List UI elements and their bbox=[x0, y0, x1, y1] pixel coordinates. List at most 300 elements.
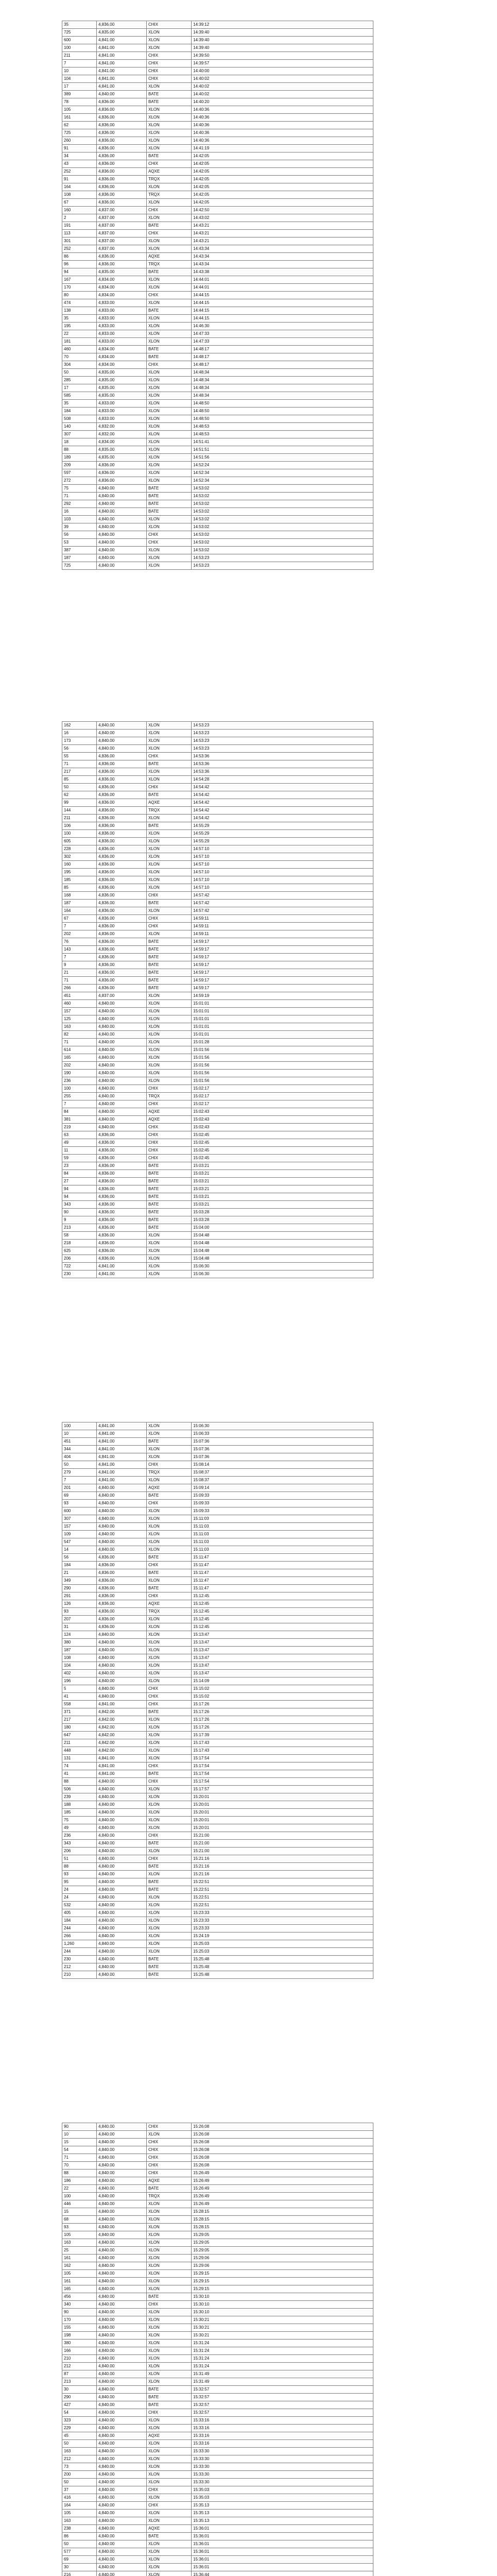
time-cell: 14:54:28 bbox=[192, 776, 373, 784]
volume-cell: 86 bbox=[62, 2533, 97, 2540]
price-cell: 4,840.00 bbox=[97, 2479, 147, 2486]
price-cell: 4,840.00 bbox=[97, 1039, 147, 1046]
price-cell: 4,840.00 bbox=[97, 508, 147, 516]
volume-cell: 547 bbox=[62, 1538, 97, 1546]
volume-cell: 140 bbox=[62, 423, 97, 431]
volume-cell: 104 bbox=[62, 75, 97, 83]
volume-cell: 207 bbox=[62, 1616, 97, 1623]
time-cell: 14:52:24 bbox=[192, 462, 373, 469]
table-row bbox=[62, 2216, 373, 2224]
price-cell: 4,840.00 bbox=[97, 2255, 147, 2262]
price-cell: 4,840.00 bbox=[97, 2301, 147, 2309]
volume-cell: 532 bbox=[62, 1902, 97, 1909]
volume-cell: 163 bbox=[62, 2448, 97, 2455]
venue-cell: XLON bbox=[147, 2208, 192, 2216]
volume-cell: 456 bbox=[62, 2293, 97, 2301]
time-cell: 15:35:03 bbox=[192, 2494, 373, 2502]
venue-cell: AQXE bbox=[147, 1108, 192, 1116]
volume-cell: 49 bbox=[62, 1824, 97, 1832]
page-4 bbox=[62, 2123, 373, 2576]
volume-cell: 184 bbox=[62, 1562, 97, 1569]
price-cell: 4,840.00 bbox=[97, 1894, 147, 1902]
venue-cell: BATE bbox=[147, 91, 192, 98]
venue-cell: XLON bbox=[147, 2270, 192, 2278]
price-cell: 4,834.00 bbox=[97, 346, 147, 353]
venue-cell: XLON bbox=[147, 2556, 192, 2564]
price-cell: 4,837.00 bbox=[97, 245, 147, 253]
volume-cell: 405 bbox=[62, 1909, 97, 1917]
table-row bbox=[62, 60, 373, 67]
price-cell: 4,834.00 bbox=[97, 361, 147, 369]
venue-cell: AQXE bbox=[147, 2432, 192, 2440]
price-cell: 4,840.00 bbox=[97, 1693, 147, 1701]
venue-cell: XLON bbox=[147, 1453, 192, 1461]
time-cell: 14:59:17 bbox=[192, 954, 373, 961]
venue-cell: XLON bbox=[147, 737, 192, 745]
time-cell: 15:12:45 bbox=[192, 1616, 373, 1623]
time-cell: 15:04:48 bbox=[192, 1255, 373, 1263]
price-cell: 4,836.00 bbox=[97, 122, 147, 129]
venue-cell: XLON bbox=[147, 2417, 192, 2425]
price-cell: 4,837.00 bbox=[97, 992, 147, 1000]
volume-cell: 30 bbox=[62, 2564, 97, 2571]
price-cell: 4,841.00 bbox=[97, 1453, 147, 1461]
venue-cell: CHIX bbox=[147, 1124, 192, 1131]
table-row bbox=[62, 1023, 373, 1031]
volume-cell: 104 bbox=[62, 1662, 97, 1670]
time-cell: 14:53:02 bbox=[192, 485, 373, 493]
venue-cell: XLON bbox=[147, 1247, 192, 1255]
table-row bbox=[62, 784, 373, 791]
time-cell: 14:42:05 bbox=[192, 168, 373, 176]
price-cell: 4,836.00 bbox=[97, 145, 147, 152]
time-cell: 15:22:51 bbox=[192, 1894, 373, 1902]
time-cell: 15:36:01 bbox=[192, 2564, 373, 2571]
price-cell: 4,840.00 bbox=[97, 1909, 147, 1917]
time-cell: 15:21:00 bbox=[192, 1840, 373, 1848]
venue-cell: XLON bbox=[147, 1577, 192, 1585]
venue-cell: XLON bbox=[147, 2231, 192, 2239]
table-row bbox=[62, 1270, 373, 1278]
time-cell: 15:33:30 bbox=[192, 2448, 373, 2455]
time-cell: 14:48:53 bbox=[192, 423, 373, 431]
price-cell: 4,833.00 bbox=[97, 330, 147, 338]
time-cell: 15:26:49 bbox=[192, 2193, 373, 2200]
venue-cell: XLON bbox=[147, 415, 192, 423]
price-cell: 4,836.00 bbox=[97, 1201, 147, 1209]
table-row bbox=[62, 2517, 373, 2525]
price-cell: 4,840.00 bbox=[97, 2510, 147, 2517]
time-cell: 15:13:47 bbox=[192, 1662, 373, 1670]
price-cell: 4,840.00 bbox=[97, 2548, 147, 2556]
price-cell: 4,840.00 bbox=[97, 1956, 147, 1963]
time-cell: 15:32:57 bbox=[192, 2401, 373, 2409]
venue-cell: XLON bbox=[147, 2517, 192, 2525]
venue-cell: XLON bbox=[147, 884, 192, 892]
time-cell: 15:02:17 bbox=[192, 1093, 373, 1100]
volume-cell: 196 bbox=[62, 1677, 97, 1685]
volume-cell: 163 bbox=[62, 2517, 97, 2525]
time-cell: 14:57:42 bbox=[192, 900, 373, 907]
time-cell: 15:01:56 bbox=[192, 1077, 373, 1085]
time-cell: 15:02:43 bbox=[192, 1124, 373, 1131]
price-cell: 4,840.00 bbox=[97, 2409, 147, 2417]
table-row bbox=[62, 876, 373, 884]
table-row bbox=[62, 1902, 373, 1909]
time-cell: 15:07:36 bbox=[192, 1446, 373, 1453]
table-row bbox=[62, 799, 373, 807]
price-cell: 4,836.00 bbox=[97, 884, 147, 892]
venue-cell: BATE bbox=[147, 1963, 192, 1971]
venue-cell: XLON bbox=[147, 1515, 192, 1523]
time-cell: 14:40:20 bbox=[192, 98, 373, 106]
volume-cell: 191 bbox=[62, 222, 97, 230]
volume-cell: 189 bbox=[62, 454, 97, 462]
time-cell: 14:54:42 bbox=[192, 807, 373, 815]
table-row bbox=[62, 2123, 373, 2131]
venue-cell: XLON bbox=[147, 1263, 192, 1270]
table-row bbox=[62, 1778, 373, 1786]
table-row bbox=[62, 1085, 373, 1093]
table-row bbox=[62, 485, 373, 493]
venue-cell: XLON bbox=[147, 1801, 192, 1809]
volume-cell: 16 bbox=[62, 730, 97, 737]
table-row bbox=[62, 392, 373, 400]
price-cell: 4,841.00 bbox=[97, 67, 147, 75]
volume-cell: 304 bbox=[62, 361, 97, 369]
time-cell: 14:59:17 bbox=[192, 946, 373, 954]
volume-cell: 50 bbox=[62, 369, 97, 377]
volume-cell: 155 bbox=[62, 2324, 97, 2332]
table-row bbox=[62, 938, 373, 946]
table-row bbox=[62, 791, 373, 799]
table-row bbox=[62, 969, 373, 977]
table-row bbox=[62, 1585, 373, 1592]
volume-cell: 229 bbox=[62, 2425, 97, 2432]
time-cell: 14:48:53 bbox=[192, 431, 373, 438]
volume-cell: 451 bbox=[62, 992, 97, 1000]
page-2 bbox=[62, 721, 373, 1278]
table-row bbox=[62, 1716, 373, 1724]
venue-cell: BATE bbox=[147, 977, 192, 985]
table-row bbox=[62, 1100, 373, 1108]
volume-cell: 647 bbox=[62, 1732, 97, 1739]
price-cell: 4,840.00 bbox=[97, 2386, 147, 2394]
volume-cell: 164 bbox=[62, 907, 97, 915]
time-cell: 15:29:15 bbox=[192, 2278, 373, 2285]
table-row bbox=[62, 129, 373, 137]
volume-cell: 93 bbox=[62, 2224, 97, 2231]
price-cell: 4,840.00 bbox=[97, 516, 147, 523]
price-cell: 4,840.00 bbox=[97, 547, 147, 554]
price-cell: 4,841.00 bbox=[97, 1430, 147, 1438]
table-row bbox=[62, 2146, 373, 2154]
table-row bbox=[62, 106, 373, 114]
venue-cell: AQXE bbox=[147, 168, 192, 176]
venue-cell: XLON bbox=[147, 992, 192, 1000]
volume-cell: 7 bbox=[62, 1477, 97, 1484]
volume-cell: 124 bbox=[62, 1631, 97, 1639]
price-cell: 4,840.00 bbox=[97, 2517, 147, 2525]
venue-cell: XLON bbox=[147, 845, 192, 853]
venue-cell: CHIX bbox=[147, 1693, 192, 1701]
volume-cell: 131 bbox=[62, 1755, 97, 1762]
volume-cell: 163 bbox=[62, 1023, 97, 1031]
time-cell: 14:48:50 bbox=[192, 415, 373, 423]
price-cell: 4,840.00 bbox=[97, 1971, 147, 1979]
table-row bbox=[62, 1685, 373, 1693]
time-cell: 15:26:49 bbox=[192, 2170, 373, 2177]
venue-cell: XLON bbox=[147, 2494, 192, 2502]
price-cell: 4,837.00 bbox=[97, 214, 147, 222]
venue-cell: XLON bbox=[147, 145, 192, 152]
venue-cell: BATE bbox=[147, 1878, 192, 1886]
price-cell: 4,840.00 bbox=[97, 2463, 147, 2471]
volume-cell: 184 bbox=[62, 1917, 97, 1925]
volume-cell: 67 bbox=[62, 915, 97, 923]
table-row bbox=[62, 500, 373, 508]
table-row bbox=[62, 168, 373, 176]
volume-cell: 105 bbox=[62, 106, 97, 114]
price-cell: 4,840.00 bbox=[97, 1077, 147, 1085]
volume-cell: 323 bbox=[62, 2417, 97, 2425]
venue-cell: XLON bbox=[147, 815, 192, 822]
price-cell: 4,840.00 bbox=[97, 1116, 147, 1124]
price-cell: 4,836.00 bbox=[97, 1232, 147, 1240]
venue-cell: XLON bbox=[147, 2540, 192, 2548]
price-cell: 4,834.00 bbox=[97, 292, 147, 299]
table-row bbox=[62, 1871, 373, 1878]
table-row bbox=[62, 2401, 373, 2409]
time-cell: 15:03:21 bbox=[192, 1162, 373, 1170]
time-cell: 15:14:09 bbox=[192, 1677, 373, 1685]
time-cell: 15:01:01 bbox=[192, 1031, 373, 1039]
volume-cell: 99 bbox=[62, 799, 97, 807]
volume-cell: 138 bbox=[62, 307, 97, 315]
venue-cell: XLON bbox=[147, 2340, 192, 2347]
time-cell: 15:17:43 bbox=[192, 1739, 373, 1747]
price-cell: 4,840.00 bbox=[97, 2270, 147, 2278]
volume-cell: 88 bbox=[62, 1778, 97, 1786]
table-row bbox=[62, 554, 373, 562]
table-row bbox=[62, 1193, 373, 1201]
price-cell: 4,840.00 bbox=[97, 554, 147, 562]
time-cell: 15:01:01 bbox=[192, 1008, 373, 1015]
price-cell: 4,840.00 bbox=[97, 2564, 147, 2571]
table-row bbox=[62, 1507, 373, 1515]
table-row bbox=[62, 238, 373, 245]
volume-cell: 93 bbox=[62, 1500, 97, 1507]
volume-cell: 37 bbox=[62, 2486, 97, 2494]
table-row bbox=[62, 1008, 373, 1015]
price-cell: 4,840.00 bbox=[97, 1108, 147, 1116]
venue-cell: BATE bbox=[147, 508, 192, 516]
venue-cell: CHIX bbox=[147, 292, 192, 299]
table-row bbox=[62, 516, 373, 523]
time-cell: 14:42:05 bbox=[192, 183, 373, 191]
table-row bbox=[62, 1708, 373, 1716]
table-row bbox=[62, 1693, 373, 1701]
volume-cell: 161 bbox=[62, 114, 97, 122]
table-row bbox=[62, 1577, 373, 1585]
table-row bbox=[62, 954, 373, 961]
table-row bbox=[62, 737, 373, 745]
venue-cell: XLON bbox=[147, 1817, 192, 1824]
price-cell: 4,836.00 bbox=[97, 753, 147, 760]
time-cell: 15:29:05 bbox=[192, 2231, 373, 2239]
volume-cell: 210 bbox=[62, 2355, 97, 2363]
price-cell: 4,835.00 bbox=[97, 29, 147, 37]
price-cell: 4,835.00 bbox=[97, 392, 147, 400]
venue-cell: XLON bbox=[147, 1623, 192, 1631]
venue-cell: BATE bbox=[147, 2185, 192, 2193]
time-cell: 14:59:17 bbox=[192, 985, 373, 992]
volume-cell: 187 bbox=[62, 1647, 97, 1654]
volume-cell: 212 bbox=[62, 1963, 97, 1971]
price-cell: 4,833.00 bbox=[97, 400, 147, 408]
price-cell: 4,836.00 bbox=[97, 869, 147, 876]
venue-cell: XLON bbox=[147, 2479, 192, 2486]
volume-cell: 185 bbox=[62, 876, 97, 884]
time-cell: 15:17:54 bbox=[192, 1755, 373, 1762]
volume-cell: 173 bbox=[62, 737, 97, 745]
time-cell: 14:59:17 bbox=[192, 969, 373, 977]
time-cell: 15:13:47 bbox=[192, 1631, 373, 1639]
price-cell: 4,840.00 bbox=[97, 1948, 147, 1956]
price-cell: 4,840.00 bbox=[97, 2355, 147, 2363]
venue-cell: BATE bbox=[147, 2533, 192, 2540]
venue-cell: CHIX bbox=[147, 2170, 192, 2177]
time-cell: 15:31:24 bbox=[192, 2347, 373, 2355]
table-row bbox=[62, 454, 373, 462]
time-cell: 15:17:26 bbox=[192, 1724, 373, 1732]
volume-cell: 76 bbox=[62, 938, 97, 946]
table-row bbox=[62, 2502, 373, 2510]
venue-cell: XLON bbox=[147, 1538, 192, 1546]
price-cell: 4,840.00 bbox=[97, 1778, 147, 1786]
time-cell: 15:17:43 bbox=[192, 1747, 373, 1755]
time-cell: 15:08:14 bbox=[192, 1461, 373, 1469]
price-cell: 4,840.00 bbox=[97, 2571, 147, 2576]
venue-cell: XLON bbox=[147, 861, 192, 869]
venue-cell: XLON bbox=[147, 1240, 192, 1247]
time-cell: 15:20:01 bbox=[192, 1824, 373, 1832]
time-cell: 15:17:54 bbox=[192, 1770, 373, 1778]
venue-cell: XLON bbox=[147, 276, 192, 284]
price-cell: 4,842.00 bbox=[97, 1739, 147, 1747]
time-cell: 15:30:21 bbox=[192, 2316, 373, 2324]
time-cell: 15:15:02 bbox=[192, 1693, 373, 1701]
volume-cell: 285 bbox=[62, 377, 97, 384]
table-row bbox=[62, 753, 373, 760]
time-cell: 14:43:34 bbox=[192, 245, 373, 253]
price-cell: 4,841.00 bbox=[97, 1477, 147, 1484]
table-row bbox=[62, 2332, 373, 2340]
table-row bbox=[62, 2564, 373, 2571]
volume-cell: 448 bbox=[62, 1747, 97, 1755]
table-row bbox=[62, 1917, 373, 1925]
table-row bbox=[62, 37, 373, 44]
volume-cell: 161 bbox=[62, 2278, 97, 2285]
time-cell: 14:40:36 bbox=[192, 137, 373, 145]
venue-cell: BATE bbox=[147, 2293, 192, 2301]
volume-cell: 558 bbox=[62, 1701, 97, 1708]
table-row bbox=[62, 230, 373, 238]
table-row bbox=[62, 1131, 373, 1139]
table-row bbox=[62, 1662, 373, 1670]
venue-cell: BATE bbox=[147, 1201, 192, 1209]
time-cell: 14:40:02 bbox=[192, 75, 373, 83]
volume-cell: 474 bbox=[62, 299, 97, 307]
time-cell: 15:13:47 bbox=[192, 1647, 373, 1654]
volume-cell: 69 bbox=[62, 2556, 97, 2564]
table-row bbox=[62, 307, 373, 315]
table-row bbox=[62, 1793, 373, 1801]
time-cell: 14:48:34 bbox=[192, 384, 373, 392]
price-cell: 4,836.00 bbox=[97, 469, 147, 477]
table-row bbox=[62, 1224, 373, 1232]
price-cell: 4,836.00 bbox=[97, 969, 147, 977]
volume-cell: 260 bbox=[62, 137, 97, 145]
venue-cell: CHIX bbox=[147, 2301, 192, 2309]
volume-cell: 211 bbox=[62, 815, 97, 822]
table-row bbox=[62, 861, 373, 869]
price-cell: 4,840.00 bbox=[97, 1546, 147, 1554]
volume-cell: 460 bbox=[62, 346, 97, 353]
price-cell: 4,840.00 bbox=[97, 1631, 147, 1639]
venue-cell: XLON bbox=[147, 1507, 192, 1515]
price-cell: 4,840.00 bbox=[97, 1677, 147, 1685]
time-cell: 15:11:47 bbox=[192, 1569, 373, 1577]
time-cell: 15:02:45 bbox=[192, 1155, 373, 1162]
venue-cell: XLON bbox=[147, 1925, 192, 1933]
price-cell: 4,840.00 bbox=[97, 2170, 147, 2177]
venue-cell: CHIX bbox=[147, 1832, 192, 1840]
price-cell: 4,836.00 bbox=[97, 845, 147, 853]
time-cell: 14:43:02 bbox=[192, 214, 373, 222]
time-cell: 15:15:02 bbox=[192, 1685, 373, 1693]
time-cell: 15:08:37 bbox=[192, 1469, 373, 1477]
time-cell: 15:02:45 bbox=[192, 1147, 373, 1155]
table-row bbox=[62, 815, 373, 822]
time-cell: 15:35:13 bbox=[192, 2517, 373, 2525]
table-row bbox=[62, 985, 373, 992]
table-row bbox=[62, 1070, 373, 1077]
venue-cell: AQXE bbox=[147, 2177, 192, 2185]
venue-cell: XLON bbox=[147, 1909, 192, 1917]
venue-cell: CHIX bbox=[147, 1461, 192, 1469]
venue-cell: CHIX bbox=[147, 539, 192, 547]
volume-cell: 31 bbox=[62, 1623, 97, 1631]
time-cell: 14:44:15 bbox=[192, 299, 373, 307]
price-cell: 4,836.00 bbox=[97, 938, 147, 946]
price-cell: 4,834.00 bbox=[97, 353, 147, 361]
table-row bbox=[62, 145, 373, 152]
time-cell: 15:23:33 bbox=[192, 1917, 373, 1925]
price-cell: 4,840.00 bbox=[97, 2324, 147, 2332]
volume-cell: 200 bbox=[62, 2471, 97, 2479]
volume-cell: 90 bbox=[62, 2123, 97, 2131]
volume-cell: 597 bbox=[62, 469, 97, 477]
volume-cell: 71 bbox=[62, 977, 97, 985]
table-row bbox=[62, 2378, 373, 2386]
table-row bbox=[62, 323, 373, 330]
venue-cell: XLON bbox=[147, 1739, 192, 1747]
table-row bbox=[62, 1031, 373, 1039]
time-cell: 15:25:03 bbox=[192, 1940, 373, 1948]
table-row bbox=[62, 1046, 373, 1054]
time-cell: 14:41:19 bbox=[192, 145, 373, 152]
